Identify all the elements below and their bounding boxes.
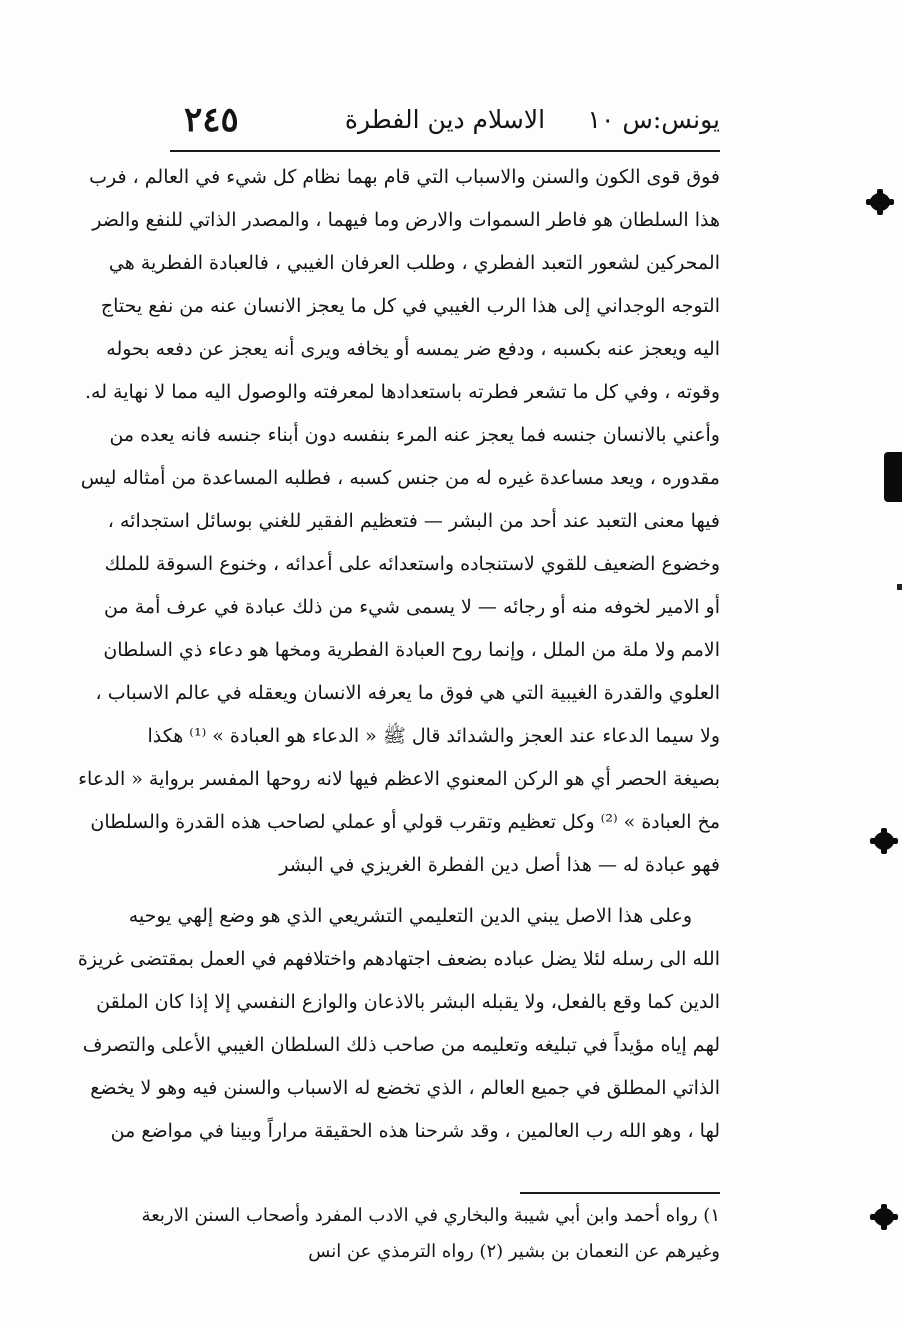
edge-speck <box>897 584 902 590</box>
text-line: وقوته ، وفي كل ما تشعر فطرته باستعدادها لمعرفته والوصول اليه مما لا نهاية له. <box>85 381 720 403</box>
footnote-rule <box>520 1192 720 1194</box>
text-line: مخ العبادة » ⁽²⁾ وكل تعظيم وتقرب قولي أو عملي لصاحب هذه القدرة والسلطان <box>90 811 720 833</box>
surah-reference: يونس:س ١٠ <box>587 105 720 134</box>
body-text <box>77 156 720 1153</box>
text-line: هذا السلطان هو فاطر السموات والارض وما فيهما ، والمصدر الذاتي للنفع والضر <box>92 209 720 231</box>
text-line: بصيغة الحصر أي هو الركن المعنوي الاعظم فيها لانه روحها المفسر برواية « الدعاء <box>78 768 720 790</box>
footnotes <box>141 1198 720 1270</box>
footnote-line: ١) رواه أحمد وابن أبي شيبة والبخاري في الادب المفرد وأصحاب السنن الاربعة <box>141 1205 720 1226</box>
text-line: الذاتي المطلق في جميع العالم ، الذي تخضع له الاسباب والسنن فيه وهو لا يخضع <box>90 1077 720 1099</box>
running-title: الاسلام دين الفطرة <box>344 105 546 134</box>
text-line: لها ، وهو الله رب العالمين ، وقد شرحنا هذه الحقيقة مراراً وبينا في مواضع من <box>110 1120 720 1142</box>
footnote-line: وغيرهم عن النعمان بن بشير (٢) رواه الترمذي عن انس <box>308 1241 720 1262</box>
text-line: وأعني بالانسان جنسه فما يعجز عنه المرء بنفسه دون أبناء جنسه فانه يعده من <box>109 424 720 446</box>
text-line: مقدوره ، ويعد مساعدة غيره له من جنس كسبه ، فطلبه المساعدة من أمثاله ليس <box>80 467 720 489</box>
page-number: ٢٤٥ <box>184 100 239 140</box>
text-line: الامم ولا ملة من الملل ، وإنما روح العبادة الفطرية ومخها هو دعاء ذي السلطان <box>103 639 720 661</box>
text-line: فهو عبادة له — هذا أصل دين الفطرة الغريزي في البشر <box>279 854 720 876</box>
header-rule <box>170 150 720 152</box>
text-line: فيها معنى التعبد عند أحد من البشر — فتعظيم الفقير للغني بوسائل استجدائه ، <box>107 510 720 532</box>
text-line: الله الى رسله لئلا يضل عباده بضعف اجتهادهم واختلافهم في العمل بمقتضى غريزة <box>77 948 720 970</box>
text-line: وعلى هذا الاصل يبني الدين التعليمي التشريعي الذي هو وضع إلهي يوحيه <box>128 905 692 927</box>
text-line: وخضوع الضعيف للقوي لاستنجاده واستعدائه على أعدائه ، وخنوع السوقة للملك <box>104 553 720 575</box>
text-line: الدين كما وقع بالفعل، ولا يقبله البشر بالاذعان والوازع النفسي إلا إذا كان الملقن <box>96 991 720 1013</box>
text-line: العلوي والقدرة الغيبية التي هي فوق ما يعرفه الانسان ويعقله في عالم الاسباب ، <box>95 682 720 704</box>
text-line: المحركين لشعور التعبد الفطري ، وطلب العرفان الغيبي ، فالعبادة الفطرية هي <box>108 252 720 274</box>
text-line: فوق قوى الكون والسنن والاسباب التي قام بهما نظام كل شيء في العالم ، فرب <box>89 166 720 188</box>
text-line: التوجه الوجداني إلى هذا الرب الغيبي في كل ما يعجز الانسان عنه من نفع يحتاج <box>100 295 720 317</box>
binding-edge-mark <box>884 452 902 502</box>
text-line: ولا سيما الدعاء عند العجز والشدائد قال ﷺ « الدعاء هو العبادة » ⁽¹⁾ هكذا <box>147 725 720 747</box>
punch-hole-mark <box>874 832 894 850</box>
punch-hole-mark <box>874 1208 894 1226</box>
text-line: أو الامير لخوفه منه أو رجائه — لا يسمى شيء من ذلك عبادة في عرف أمة من <box>104 596 720 618</box>
page-header <box>170 98 720 142</box>
punch-hole-mark <box>870 193 890 211</box>
text-line: لهم إياه مؤيداً في تبليغه وتعليمه من صاحب ذلك السلطان الغيبي الأعلى والتصرف <box>82 1034 720 1056</box>
paragraph-gap <box>160 887 720 895</box>
text-line: اليه ويعجز عنه بكسبه ، ودفع ضر يمسه أو يخافه ويرى أنه يعجز عن دفعه بحوله <box>106 338 720 360</box>
